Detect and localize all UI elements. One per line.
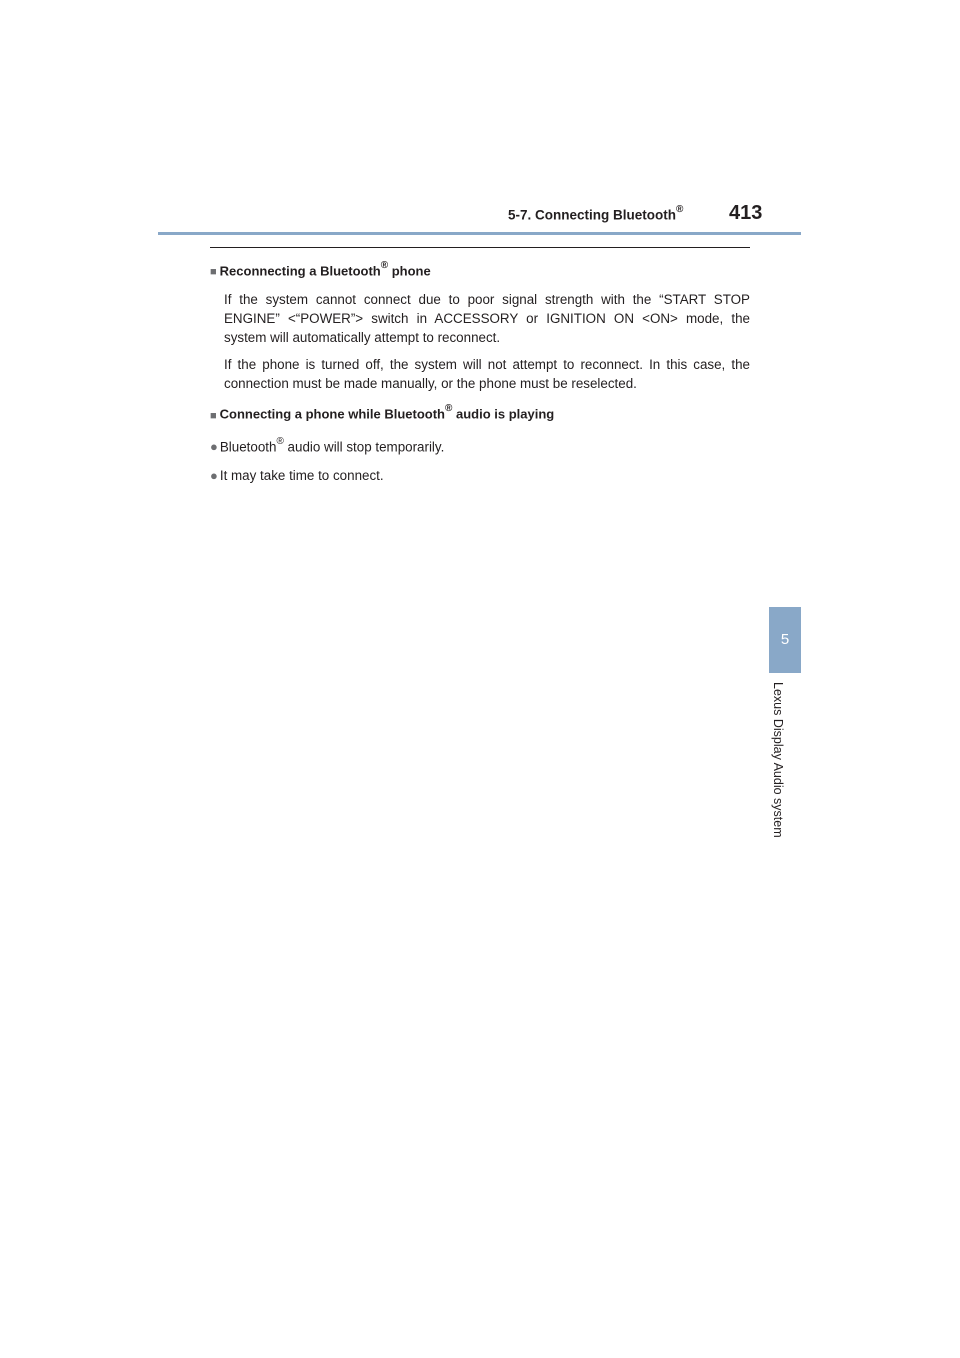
paragraph: If the system cannot connect due to poor signal strength with the “START STOP ENGINE” <“POWER”> switch in ACCESSORY or IGNITION ON <ON> mode, the system will automatically attempt to reconnect. (224, 292, 750, 346)
page-content (210, 258, 750, 495)
registered-mark: ® (676, 204, 684, 215)
list-item-text: It may take time to connect. (219, 468, 384, 484)
registered-mark: ® (444, 403, 453, 415)
list-item (210, 466, 750, 486)
list-item-text-end: audio will stop temporarily. (283, 439, 445, 455)
list-item (210, 434, 750, 457)
section-divider (210, 247, 750, 248)
registered-mark: ® (276, 435, 284, 447)
heading-text-end: phone (388, 263, 431, 279)
square-bullet-icon: ■ (210, 266, 217, 279)
heading-text: Connecting a phone while Bluetooth (219, 406, 445, 422)
section-heading (210, 401, 750, 425)
square-bullet-icon: ■ (210, 409, 217, 422)
heading-text: Reconnecting a Bluetooth (219, 263, 381, 279)
section-heading (210, 258, 750, 282)
header-rule (158, 232, 801, 235)
page-number: 413 (729, 202, 763, 224)
heading-text-end: audio is playing (452, 406, 555, 422)
paragraph: If the phone is turned off, the system will not attempt to reconnect. In this case, the connection must be made manually, or the phone must be reselected. (224, 357, 750, 392)
chapter-label: Lexus Display Audio system (771, 682, 785, 838)
round-bullet-icon: ● (210, 468, 218, 484)
section-title-text: 5-7. Connecting Bluetooth (508, 207, 676, 223)
chapter-tab: 5 (769, 607, 801, 673)
list-item-text: Bluetooth (219, 439, 277, 455)
section-title (508, 206, 683, 223)
round-bullet-icon: ● (210, 439, 218, 455)
registered-mark: ® (380, 260, 389, 271)
